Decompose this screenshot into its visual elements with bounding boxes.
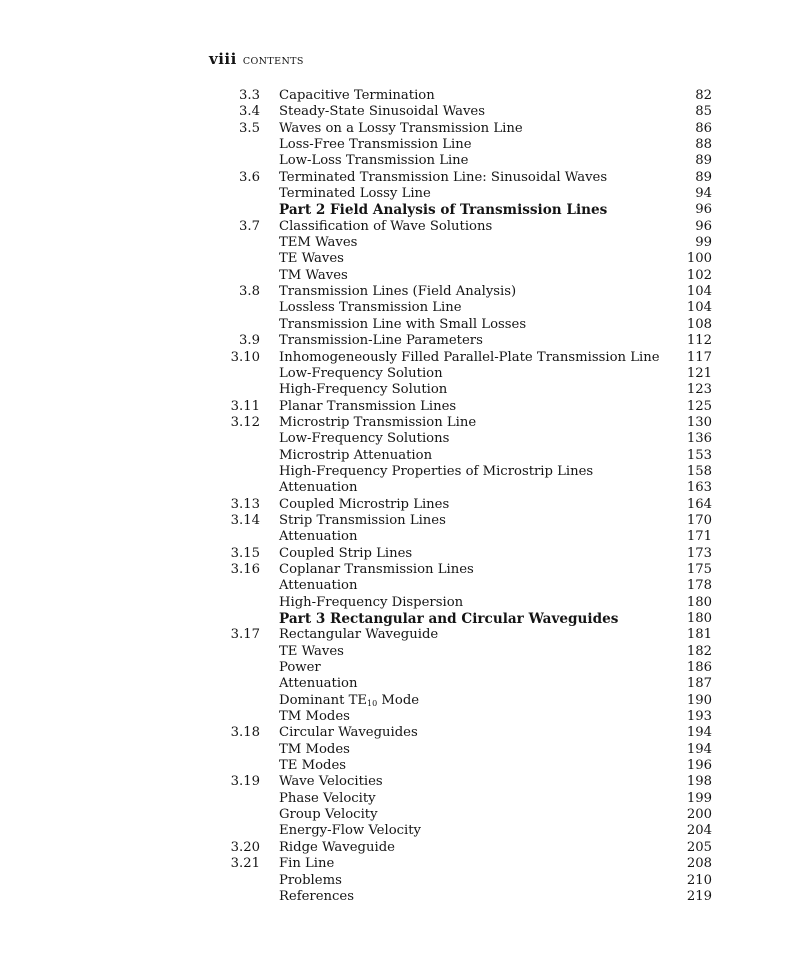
toc-title-text: TE Waves	[279, 251, 344, 267]
toc-entry	[0, 399, 788, 415]
toc-title-text: Coupled Strip Lines	[279, 545, 413, 561]
toc-page-number: 204	[686, 823, 712, 839]
toc-title	[279, 464, 593, 480]
toc-title	[279, 856, 334, 872]
toc-title-text: Lossless Transmission Line	[279, 300, 462, 316]
toc-title-text: Coplanar Transmission Lines	[279, 561, 474, 577]
toc-title-text: TEM Waves	[279, 235, 358, 251]
toc-entry	[0, 889, 788, 905]
toc-title	[279, 758, 346, 774]
toc-title-text: TE Modes	[279, 758, 347, 774]
toc-title	[279, 889, 354, 905]
toc-page-number: 170	[686, 512, 712, 528]
toc-page-number: 199	[686, 790, 712, 806]
table-of-contents	[0, 88, 788, 905]
toc-title	[279, 415, 476, 431]
toc-section-number: 3.20	[230, 839, 260, 855]
toc-title	[279, 823, 421, 839]
toc-title-text: Classification of Wave Solutions	[279, 218, 493, 234]
toc-title-text: Low-Loss Transmission Line	[279, 153, 469, 169]
toc-title	[279, 251, 344, 267]
toc-page-number: 94	[695, 186, 712, 202]
toc-title-text: Fin Line	[279, 856, 335, 872]
toc-entry	[0, 317, 788, 333]
toc-title-text: Energy-Flow Velocity	[279, 823, 421, 839]
toc-title-text: Ridge Waveguide	[279, 839, 395, 855]
toc-page-number: 85	[695, 104, 712, 120]
toc-entry	[0, 546, 788, 562]
toc-entry	[0, 284, 788, 300]
toc-title	[279, 382, 447, 398]
toc-page-number: 136	[686, 431, 712, 447]
toc-title-text: High-Frequency Dispersion	[279, 594, 464, 610]
running-header	[209, 50, 304, 68]
toc-entry	[0, 709, 788, 725]
toc-title-text: Low-Frequency Solution	[279, 365, 443, 381]
toc-title	[279, 791, 376, 807]
toc-title-text: Microstrip Transmission Line	[279, 414, 477, 430]
toc-page-number: 123	[686, 382, 712, 398]
toc-page-number: 108	[686, 316, 712, 332]
toc-title-text: Steady-State Sinusoidal Waves	[279, 104, 486, 120]
toc-entry	[0, 758, 788, 774]
toc-page-number: 112	[686, 333, 712, 349]
toc-title	[279, 644, 344, 660]
toc-title	[279, 840, 395, 856]
toc-title	[279, 562, 474, 578]
toc-title-text: Phase Velocity	[279, 790, 376, 806]
toc-part-heading	[0, 611, 788, 627]
toc-page-number: 158	[686, 463, 712, 479]
toc-title-text: TM Modes	[279, 741, 350, 757]
toc-section-number: 3.21	[230, 856, 260, 872]
toc-page-number: 171	[686, 529, 712, 545]
toc-title-text: Inhomogeneously Filled Parallel-Plate Transmission Line	[279, 349, 660, 365]
toc-page-number: 96	[695, 202, 712, 218]
toc-title	[279, 202, 607, 218]
toc-entry	[0, 382, 788, 398]
toc-title-text: Terminated Lossy Line	[279, 186, 431, 202]
toc-section-number: 3.17	[230, 627, 260, 643]
toc-title	[279, 88, 435, 104]
toc-title	[279, 137, 472, 153]
toc-page-number: 186	[686, 660, 712, 676]
toc-page-number: 82	[695, 88, 712, 103]
toc-title	[279, 693, 419, 709]
toc-entry	[0, 660, 788, 676]
toc-entry	[0, 578, 788, 594]
toc-title	[279, 611, 618, 627]
toc-page-number: 89	[695, 153, 712, 169]
toc-page-number: 104	[686, 300, 712, 316]
toc-title-text: TE Waves	[279, 643, 344, 659]
toc-entry	[0, 333, 788, 349]
toc-title-text: Power	[279, 660, 321, 676]
toc-page-number: 88	[695, 137, 712, 153]
toc-title	[279, 350, 660, 366]
toc-section-number: 3.12	[230, 414, 260, 430]
toc-section-number: 3.13	[230, 496, 260, 512]
toc-title	[279, 399, 456, 415]
toc-entry	[0, 693, 788, 709]
toc-section-number: 3.19	[230, 774, 260, 790]
toc-page-number: 208	[686, 856, 712, 872]
toc-title-text: Planar Transmission Lines	[279, 398, 457, 414]
toc-entry	[0, 137, 788, 153]
toc-title-text: Wave Velocities	[279, 774, 383, 790]
toc-title-suffix: Mode	[377, 692, 420, 708]
toc-title	[279, 513, 446, 529]
toc-title	[279, 807, 378, 823]
toc-title	[279, 660, 321, 676]
toc-entry	[0, 513, 788, 529]
toc-page-number: 121	[686, 365, 712, 381]
toc-page-number: 125	[686, 398, 712, 414]
toc-page-number: 180	[686, 611, 712, 626]
toc-entry	[0, 235, 788, 251]
toc-page-number: 187	[686, 676, 712, 692]
toc-title-text: Group Velocity	[279, 807, 378, 823]
toc-entry	[0, 350, 788, 366]
toc-section-number: 3.6	[239, 169, 260, 185]
toc-entry	[0, 742, 788, 758]
toc-entry	[0, 415, 788, 431]
toc-page-number: 96	[695, 218, 712, 234]
toc-title	[279, 595, 463, 611]
toc-page-number: 102	[686, 267, 712, 283]
toc-entry	[0, 121, 788, 137]
toc-title	[279, 366, 443, 382]
toc-title-text: Part 3 Rectangular and Circular Waveguides	[279, 611, 619, 627]
toc-page-number: 164	[686, 496, 712, 512]
toc-page-number: 190	[686, 692, 712, 708]
toc-title	[279, 497, 449, 513]
toc-title	[279, 153, 468, 169]
toc-page-number: 200	[686, 807, 712, 823]
toc-title-text: Attenuation	[279, 480, 358, 496]
toc-title	[279, 300, 462, 316]
toc-entry	[0, 644, 788, 660]
toc-page-number: 210	[686, 872, 712, 888]
toc-entry	[0, 464, 788, 480]
toc-page-number: 182	[686, 643, 712, 659]
toc-page-number: 89	[695, 169, 712, 185]
toc-entry	[0, 431, 788, 447]
toc-entry	[0, 627, 788, 643]
toc-entry	[0, 873, 788, 889]
toc-page-number: 181	[686, 627, 712, 643]
toc-page-number: 219	[686, 888, 712, 904]
toc-entry	[0, 725, 788, 741]
toc-title	[279, 268, 348, 284]
toc-title-text: Circular Waveguides	[279, 725, 418, 741]
toc-section-number: 3.11	[230, 398, 260, 414]
toc-title-text: Rectangular Waveguide	[279, 627, 439, 643]
toc-page-number: 117	[686, 349, 712, 365]
toc-entry	[0, 268, 788, 284]
toc-entry	[0, 562, 788, 578]
toc-title	[279, 284, 516, 300]
toc-title	[279, 627, 438, 643]
toc-entry	[0, 366, 788, 382]
toc-title	[279, 170, 607, 186]
toc-title	[279, 235, 357, 251]
toc-title-text: Dominant TE	[279, 692, 367, 708]
toc-entry	[0, 791, 788, 807]
toc-entry	[0, 480, 788, 496]
toc-page-number: 180	[686, 594, 712, 610]
toc-page-number: 198	[686, 774, 712, 790]
toc-entry	[0, 300, 788, 316]
toc-title	[279, 333, 483, 349]
toc-entry	[0, 497, 788, 513]
toc-title-text: Waves on a Lossy Transmission Line	[279, 120, 523, 136]
toc-title	[279, 742, 350, 758]
toc-entry	[0, 251, 788, 267]
toc-title-text: Attenuation	[279, 578, 358, 594]
toc-title	[279, 121, 523, 137]
toc-title-text: Transmission Lines (Field Analysis)	[279, 284, 517, 300]
toc-entry	[0, 529, 788, 545]
toc-title-text: Microstrip Attenuation	[279, 447, 433, 463]
toc-section-number: 3.5	[239, 120, 260, 136]
toc-entry	[0, 448, 788, 464]
toc-title	[279, 104, 485, 120]
toc-title-text: Strip Transmission Lines	[279, 512, 446, 528]
toc-entry	[0, 595, 788, 611]
toc-page-number: 194	[686, 741, 712, 757]
toc-title-text: Part 2 Field Analysis of Transmission Lines	[279, 202, 608, 219]
running-header-label: CONTENTS	[242, 56, 304, 67]
toc-title-subscript: 10	[367, 698, 378, 708]
toc-section-number: 3.9	[239, 333, 260, 349]
toc-page-number: 178	[686, 578, 712, 594]
toc-page-number: 194	[686, 725, 712, 741]
page-number: viii	[209, 50, 237, 68]
toc-title-text: Capacitive Termination	[279, 88, 435, 103]
toc-title-text: Low-Frequency Solutions	[279, 431, 450, 447]
toc-entry	[0, 856, 788, 872]
toc-entry	[0, 840, 788, 856]
toc-entry	[0, 219, 788, 235]
toc-section-number: 3.7	[239, 218, 260, 234]
toc-title	[279, 546, 412, 562]
toc-entry	[0, 676, 788, 692]
toc-section-number: 3.8	[239, 284, 260, 300]
toc-page-number: 86	[695, 120, 712, 136]
toc-title-text: Problems	[279, 872, 342, 888]
toc-title	[279, 448, 432, 464]
toc-title	[279, 186, 431, 202]
toc-entry	[0, 774, 788, 790]
toc-title	[279, 219, 492, 235]
toc-section-number: 3.18	[230, 725, 260, 741]
toc-entry	[0, 186, 788, 202]
toc-section-number: 3.4	[239, 104, 260, 120]
toc-title-text: References	[279, 888, 354, 904]
toc-title	[279, 529, 358, 545]
toc-entry	[0, 823, 788, 839]
toc-entry	[0, 104, 788, 120]
toc-page-number: 175	[686, 561, 712, 577]
toc-title	[279, 709, 350, 725]
toc-title-text: Transmission Line with Small Losses	[279, 316, 527, 332]
toc-page-number: 193	[686, 709, 712, 725]
toc-page-number: 205	[686, 839, 712, 855]
toc-page-number: 153	[686, 447, 712, 463]
toc-page-number: 100	[686, 251, 712, 267]
toc-page-number: 163	[686, 480, 712, 496]
toc-section-number: 3.15	[230, 545, 260, 561]
toc-title	[279, 431, 449, 447]
toc-entry	[0, 88, 788, 104]
toc-title-text: Attenuation	[279, 529, 358, 545]
toc-section-number: 3.16	[230, 561, 260, 577]
toc-page-number: 104	[686, 284, 712, 300]
toc-entry	[0, 807, 788, 823]
toc-page-number: 196	[686, 758, 712, 774]
toc-title	[279, 873, 342, 889]
toc-title	[279, 317, 526, 333]
toc-title-text: TM Waves	[279, 267, 348, 283]
toc-title-text: High-Frequency Solution	[279, 382, 448, 398]
toc-section-number: 3.14	[230, 512, 260, 528]
toc-title-text: TM Modes	[279, 709, 350, 725]
toc-part-heading	[0, 202, 788, 218]
toc-page-number: 173	[686, 545, 712, 561]
toc-title	[279, 676, 358, 692]
toc-title	[279, 774, 383, 790]
toc-title	[279, 480, 358, 496]
toc-section-number: 3.10	[230, 349, 260, 365]
toc-page-number: 99	[695, 235, 712, 251]
toc-title-text: High-Frequency Properties of Microstrip Lines	[279, 463, 594, 479]
toc-title-text: Loss-Free Transmission Line	[279, 137, 472, 153]
toc-title	[279, 725, 418, 741]
toc-entry	[0, 153, 788, 169]
toc-section-number: 3.3	[239, 88, 260, 103]
toc-title-text: Attenuation	[279, 676, 358, 692]
toc-entry	[0, 170, 788, 186]
toc-title-text: Coupled Microstrip Lines	[279, 496, 450, 512]
toc-page-number: 130	[686, 414, 712, 430]
toc-title-text: Terminated Transmission Line: Sinusoidal Waves	[279, 169, 608, 185]
toc-title-text: Transmission-Line Parameters	[279, 333, 483, 349]
toc-title	[279, 578, 358, 594]
